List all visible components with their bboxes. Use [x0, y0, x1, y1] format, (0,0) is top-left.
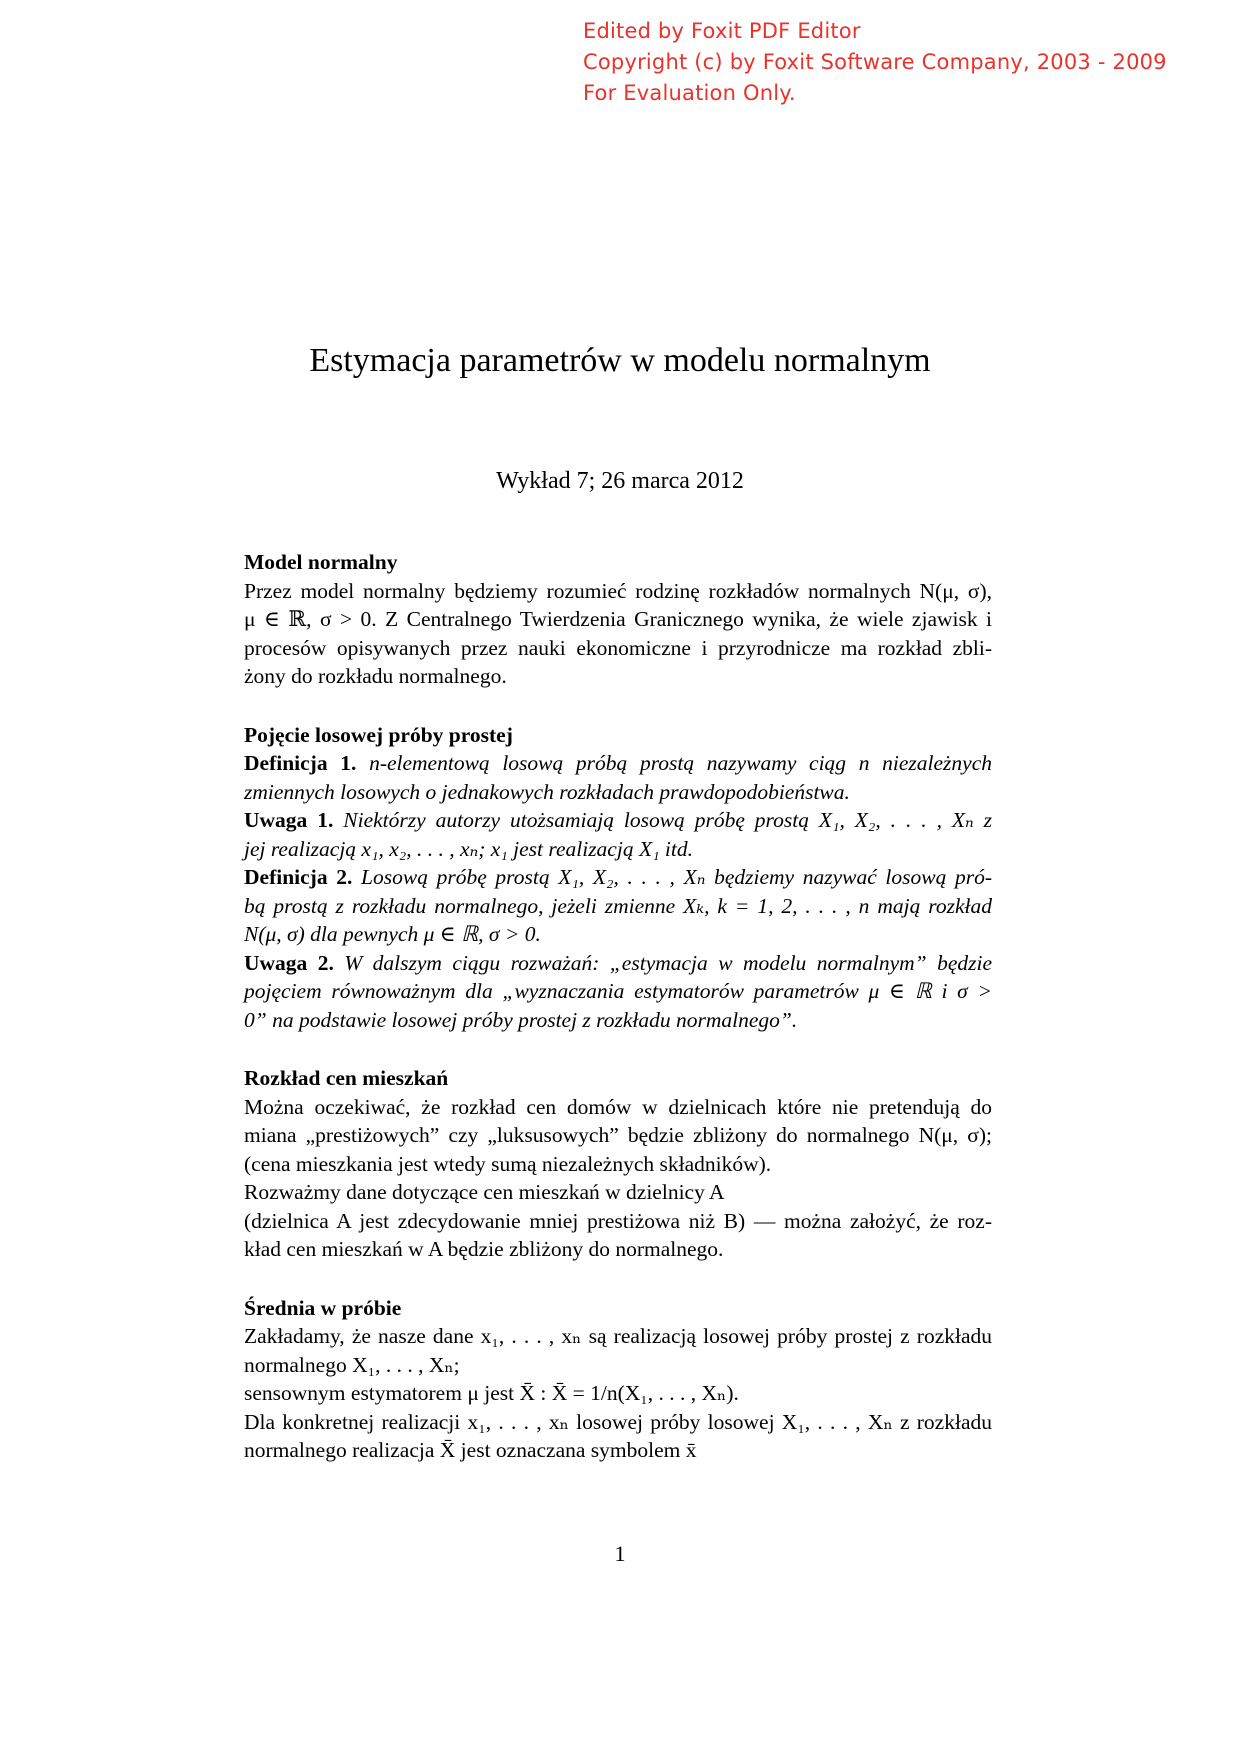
text-line: miana „prestiżowych” czy „luksusowych” będzie zbliżony do normalnego N(μ, σ);	[244, 1123, 992, 1147]
evaluation-watermark	[583, 16, 1167, 109]
text-line: μ ∈ ℝ, σ > 0. Z Centralnego Twierdzenia Granicznego wynika, że wiele zjawisk i	[244, 607, 992, 631]
section-rozklad-cen	[244, 1064, 992, 1264]
section-heading: Średnia w próbie	[244, 1295, 402, 1320]
remark-1	[244, 806, 992, 863]
definition-2	[244, 863, 992, 949]
text-line: (cena mieszkania jest wtedy sumą niezależnych składników).	[244, 1151, 772, 1176]
section-proba-prosta	[244, 721, 992, 1035]
text-line: 0” na podstawie losowej próby prostej z rozkładu normalnego”.	[244, 1007, 798, 1032]
text-line: W dalszym ciągu rozważań: „estymacja w modelu normalnym” będzie	[344, 950, 992, 975]
text-line: (dzielnica A jest zdecydowanie mniej prestiżowa niż B) — można założyć, że roz-	[244, 1208, 992, 1233]
paragraph	[244, 1093, 992, 1264]
text-line: N(μ, σ) dla pewnych μ ∈ ℝ, σ > 0.	[244, 922, 541, 946]
text-line: Przez model normalny będziemy rozumieć rodzinę rozkładów normalnych N(μ, σ),	[244, 578, 992, 603]
paragraph	[244, 1322, 992, 1465]
definition-label: Definicja 2.	[244, 865, 353, 889]
text-line: Można oczekiwać, że rozkład cen domów w dzielnicach które nie pretendują do	[244, 1094, 992, 1119]
text-line: normalnego realizacja X̄ jest oznaczana symbolem x̄	[244, 1438, 697, 1462]
document-title: Estymacja parametrów w modelu normalnym	[309, 342, 931, 379]
page-number: 1	[614, 1541, 626, 1566]
lecture-subtitle: Wykład 7; 26 marca 2012	[496, 468, 744, 494]
remark-label: Uwaga 2.	[244, 950, 334, 975]
section-heading: Rozkład cen mieszkań	[244, 1066, 449, 1090]
text-line: normalnego X₁, . . . , Xₙ;	[244, 1352, 460, 1377]
text-line: Niektórzy autorzy utożsamiają losową próbę prostą X₁, X₂, . . . , Xₙ z	[343, 808, 992, 832]
text-line: kład cen mieszkań w A będzie zbliżony do normalnego.	[244, 1237, 724, 1261]
text-line: zmiennych losowych o jednakowych rozkładach prawdopodobieństwa.	[244, 779, 850, 804]
section-heading: Pojęcie losowej próby prostej	[244, 722, 513, 747]
text-line: procesów opisywanych przez nauki ekonomiczne i przyrodnicze ma rozkład zbli-	[244, 635, 992, 660]
watermark-line-3: For Evaluation Only.	[583, 81, 796, 105]
text-line: bą prostą z rozkładu normalnego, jeżeli zmienne Xₖ, k = 1, 2, . . . , n mają rozkład	[244, 893, 992, 918]
watermark-line-1: Edited by Foxit PDF Editor	[583, 19, 861, 43]
watermark-line-2: Copyright (c) by Foxit Software Company, 2003 - 2009	[583, 50, 1167, 74]
paragraph	[244, 577, 992, 691]
text-line: żony do rozkładu normalnego.	[244, 664, 507, 688]
section-srednia	[244, 1294, 992, 1465]
definition-label: Definicja 1.	[244, 751, 357, 775]
text-line: jej realizacją x₁, x₂, . . . , xₙ; x₁ jest realizacją X₁ itd.	[244, 836, 694, 861]
definition-1	[244, 749, 992, 806]
remark-2	[244, 949, 992, 1035]
text-line: Losową próbę prostą X₁, X₂, . . . , Xₙ będziemy nazywać losową pró-	[361, 865, 993, 889]
text-line: Rozważmy dane dotyczące cen mieszkań w dzielnicy A	[244, 1180, 725, 1204]
section-heading: Model normalny	[244, 550, 398, 574]
text-line: n-elementową losową próbą prostą nazywamy ciąg n niezależnych	[369, 751, 992, 775]
text-line: sensownym estymatorem μ jest X̄ : X̄ = 1/n(X₁, . . . , Xₙ).	[244, 1381, 739, 1405]
section-model-normalny	[244, 548, 992, 691]
document-body	[244, 548, 992, 1465]
remark-label: Uwaga 1.	[244, 808, 334, 832]
text-line: Dla konkretnej realizacji x₁, . . . , xₙ losowej próby losowej X₁, . . . , Xₙ z rozkładu	[244, 1409, 992, 1434]
text-line: pojęciem równoważnym dla „wyznaczania estymatorów parametrów μ ∈ ℝ i σ >	[244, 979, 992, 1003]
text-line: Zakładamy, że nasze dane x₁, . . . , xₙ są realizacją losowej próby prostej z rozkładu	[244, 1324, 992, 1348]
